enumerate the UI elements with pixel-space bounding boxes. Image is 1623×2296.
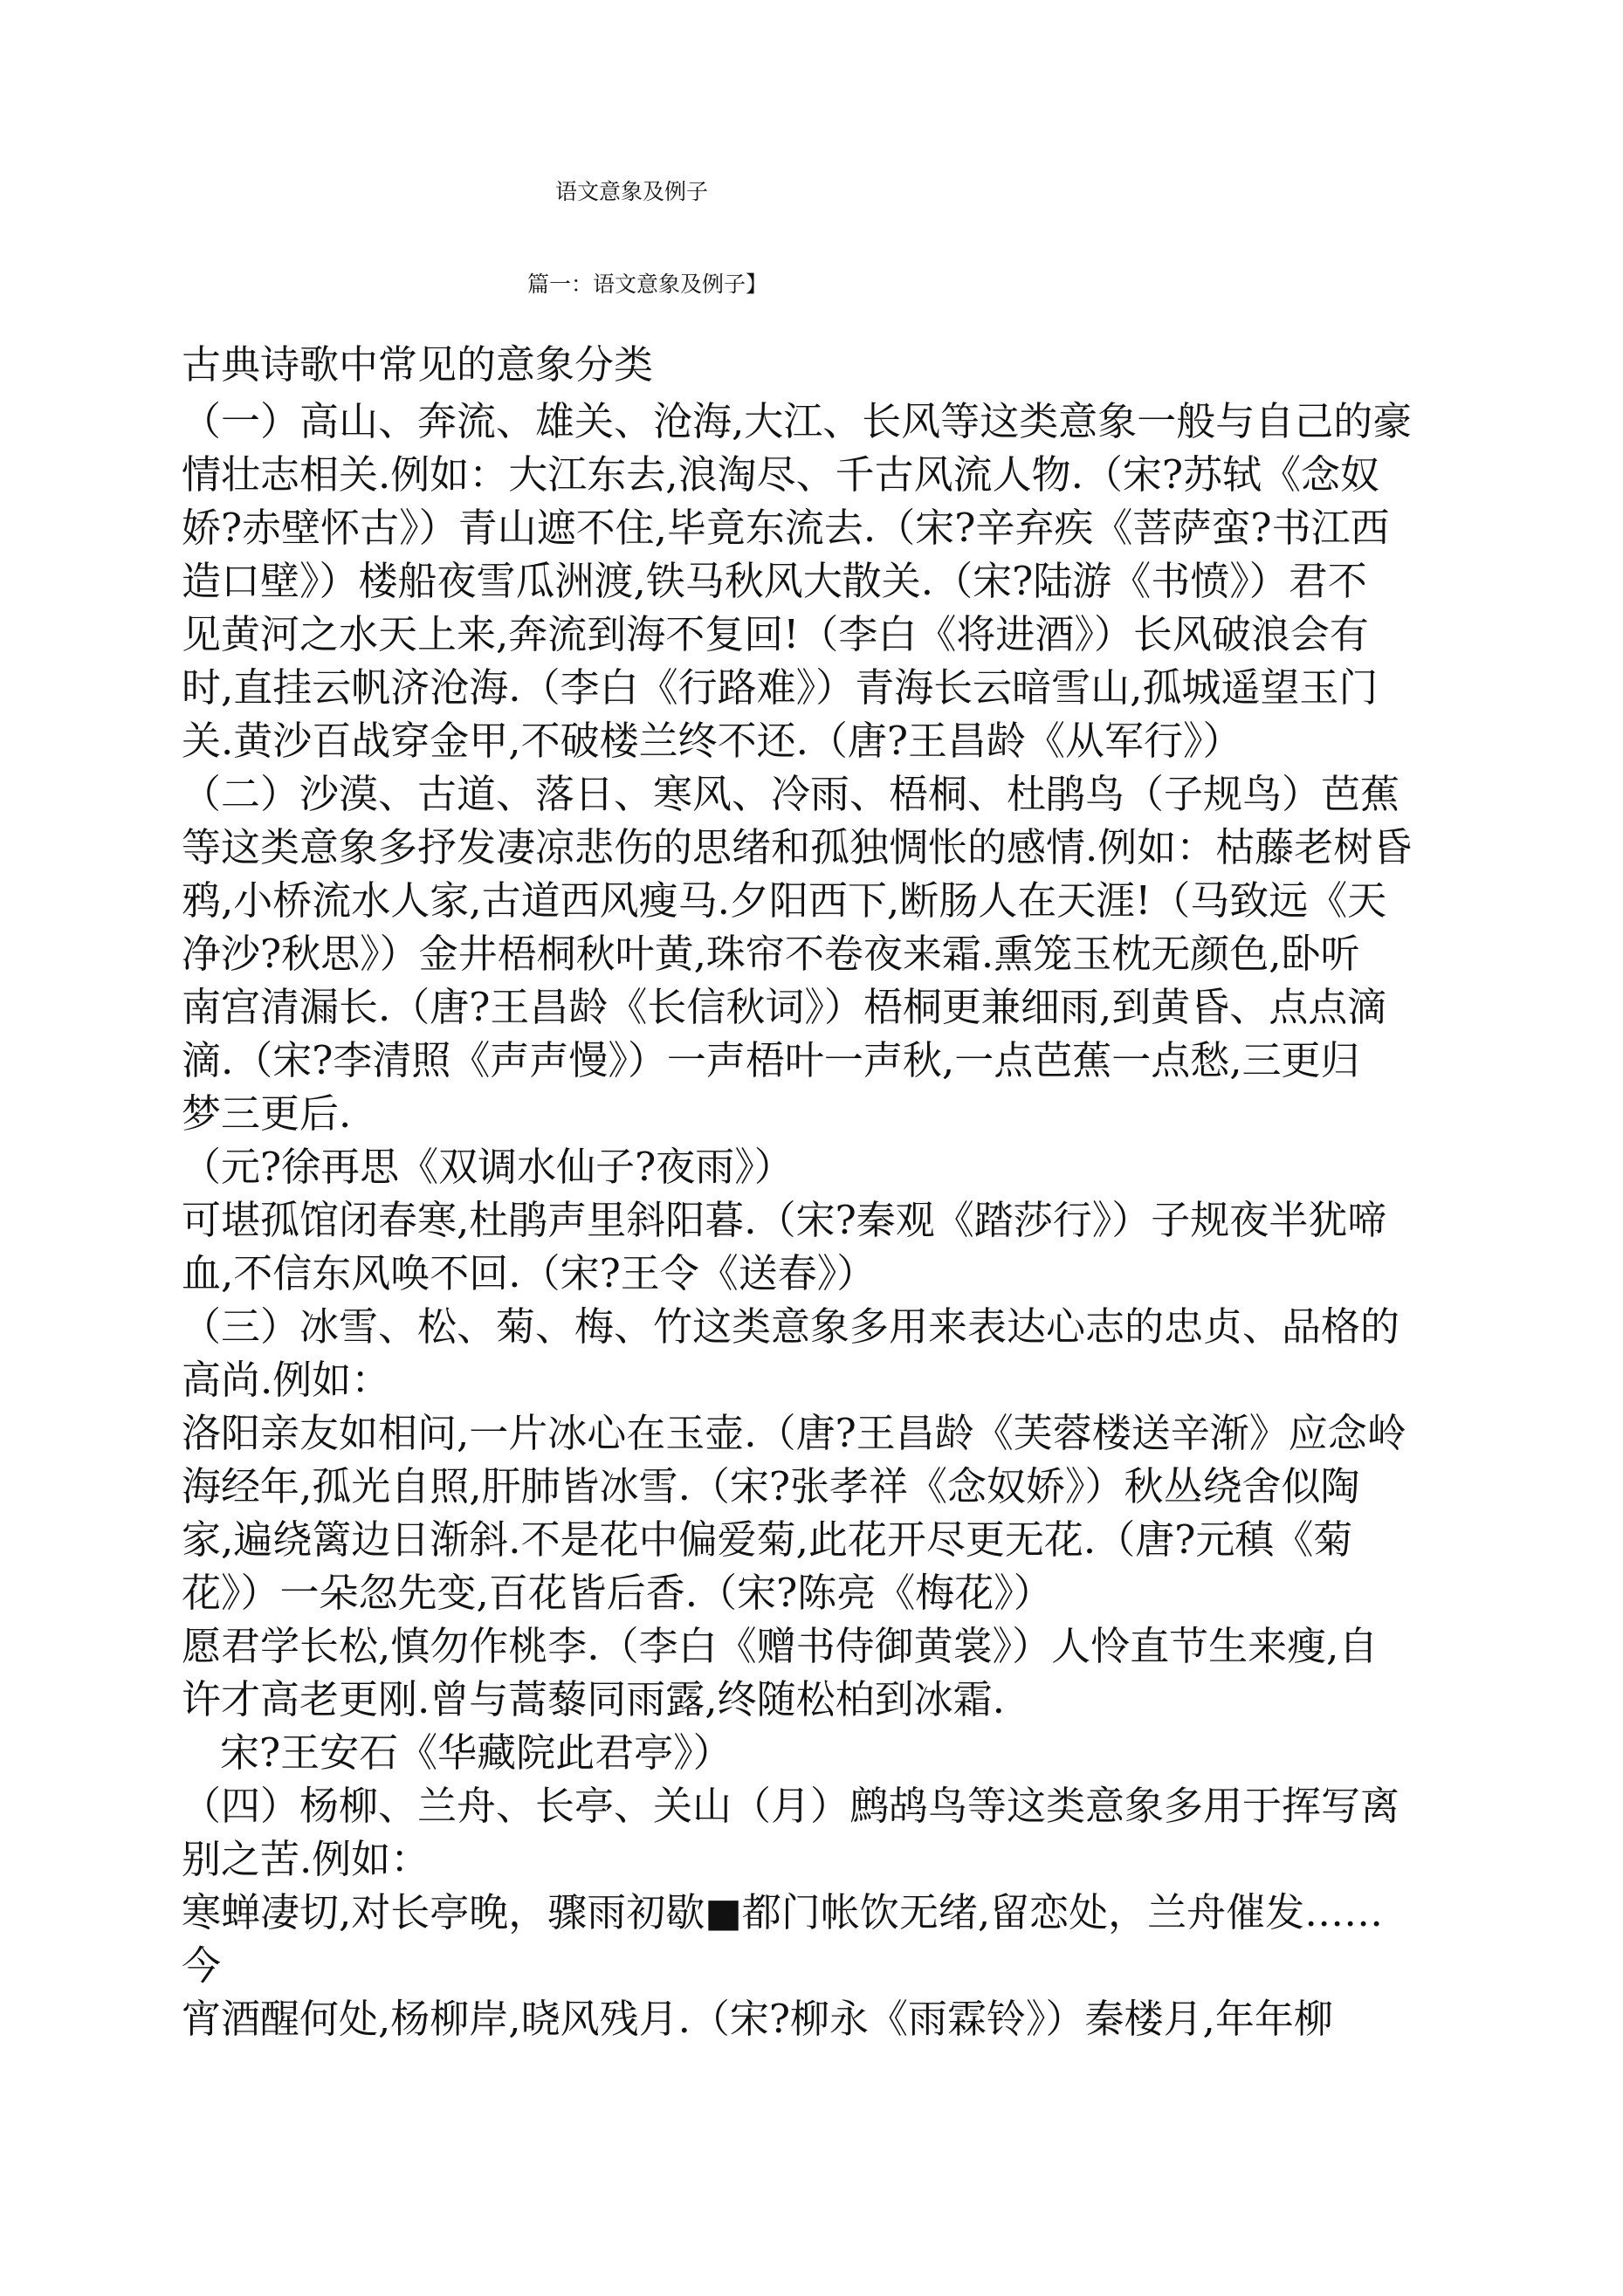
text-line: 别之苦.例如： [182, 1836, 430, 1882]
text-line: 宋?王安石《华藏院此君亭》） [220, 1729, 732, 1776]
text-line: （三）冰雪、松、菊、梅、竹这类意象多用来表达心志的忠贞、品格的 [182, 1303, 1400, 1350]
text-line: 见黄河之水天上来,奔流到海不复回!（李白《将进酒》）长风破浪会有 [182, 611, 1369, 657]
document-subtitle: 篇一：语文意象及例子】 [527, 272, 768, 297]
text-line: 洛阳亲友如相问,一片冰心在玉壶.（唐?王昌龄《芙蓉楼送辛渐》应念岭 [182, 1410, 1406, 1456]
text-line: 今 [182, 1942, 222, 1989]
text-line: 花》）一朵忽先变,百花皆后香.（宋?陈亮《梅花》） [182, 1570, 1053, 1616]
text-line: 梦三更后. [182, 1090, 352, 1137]
text-line: 家,遍绕篱边日渐斜.不是花中偏爱菊,此花开尽更无花.（唐?元稹《菊 [182, 1516, 1353, 1563]
text-line: 许才高老更刚.曾与蒿藜同雨露,终随松柏到冰霜. [182, 1676, 1005, 1722]
text-line: 净沙?秋思》）金井梧桐秋叶黄,珠帘不卷夜来霜.熏笼玉枕无颜色,卧听 [182, 931, 1360, 977]
text-line: 南宫清漏长.（唐?王昌龄《长信秋词》）梧桐更兼细雨,到黄昏、点点滴 [182, 984, 1387, 1030]
text-line: 关.黄沙百战穿金甲,不破楼兰终不还.（唐?王昌龄《从军行》） [182, 718, 1242, 764]
text-line: 愿君学长松,慎勿作桃李.（李白《赠书侍御黄裳》）人怜直节生来瘦,自 [182, 1623, 1379, 1669]
text-line: 等这类意象多抒发凄凉悲伤的思绪和孤独惆怅的感情.例如：枯藤老树昏 [182, 824, 1413, 870]
text-line: 寒蝉凄切,对长亭晚，骤雨初歇■都门帐饮无绪,留恋处，兰舟催发…… [182, 1889, 1384, 1935]
text-line: 鸦,小桥流水人家,古道西风瘦马.夕阳西下,断肠人在天涯!（马致远《天 [182, 877, 1387, 924]
text-line: 造口壁》）楼船夜雪瓜洲渡,铁马秋风大散关.（宋?陆游《书愤》）君不 [182, 558, 1367, 604]
text-line: 时,直挂云帆济沧海.（李白《行路难》）青海长云暗雪山,孤城遥望玉门 [182, 664, 1379, 711]
section-heading: 古典诗歌中常见的意象分类 [182, 341, 654, 388]
text-line: 宵酒醒何处,杨柳岸,晓风残月.（宋?柳永《雨霖铃》）秦楼月,年年柳 [182, 1996, 1333, 2042]
text-line: 可堪孤馆闭春寒,杜鹃声里斜阳暮.（宋?秦观《踏莎行》）子规夜半犹啼 [182, 1197, 1387, 1243]
text-line: 血,不信东风唤不回.（宋?王令《送春》） [182, 1250, 877, 1296]
text-line: （四）杨柳、兰舟、长亭、关山（月）鹧鸪鸟等这类意象多用于挥写离 [182, 1783, 1400, 1829]
text-line: 海经年,孤光自照,肝肺皆冰雪.（宋?张孝祥《念奴娇》）秋丛绕舍似陶 [182, 1463, 1360, 1509]
text-line: （二）沙漠、古道、落日、寒风、冷雨、梧桐、杜鹃鸟（子规鸟）芭蕉 [182, 771, 1400, 817]
text-line: （一）高山、奔流、雄关、沧海,大江、长风等这类意象一般与自己的豪 [182, 398, 1413, 444]
text-line: （元?徐再思《双调水仙子?夜雨》） [182, 1144, 794, 1190]
text-line: 娇?赤壁怀古》）青山遮不住,毕竟东流去.（宋?辛弃疾《菩萨蛮?书江西 [182, 505, 1390, 551]
text-line: 情壮志相关.例如：大江东去,浪淘尽、千古风流人物.（宋?苏轼《念奴 [182, 451, 1380, 498]
text-line: 高尚.例如： [182, 1357, 391, 1403]
text-line: 滴.（宋?李清照《声声慢》）一声梧叶一声秋,一点芭蕉一点愁,三更归 [182, 1037, 1360, 1083]
document-title: 语文意象及例子 [555, 179, 709, 204]
